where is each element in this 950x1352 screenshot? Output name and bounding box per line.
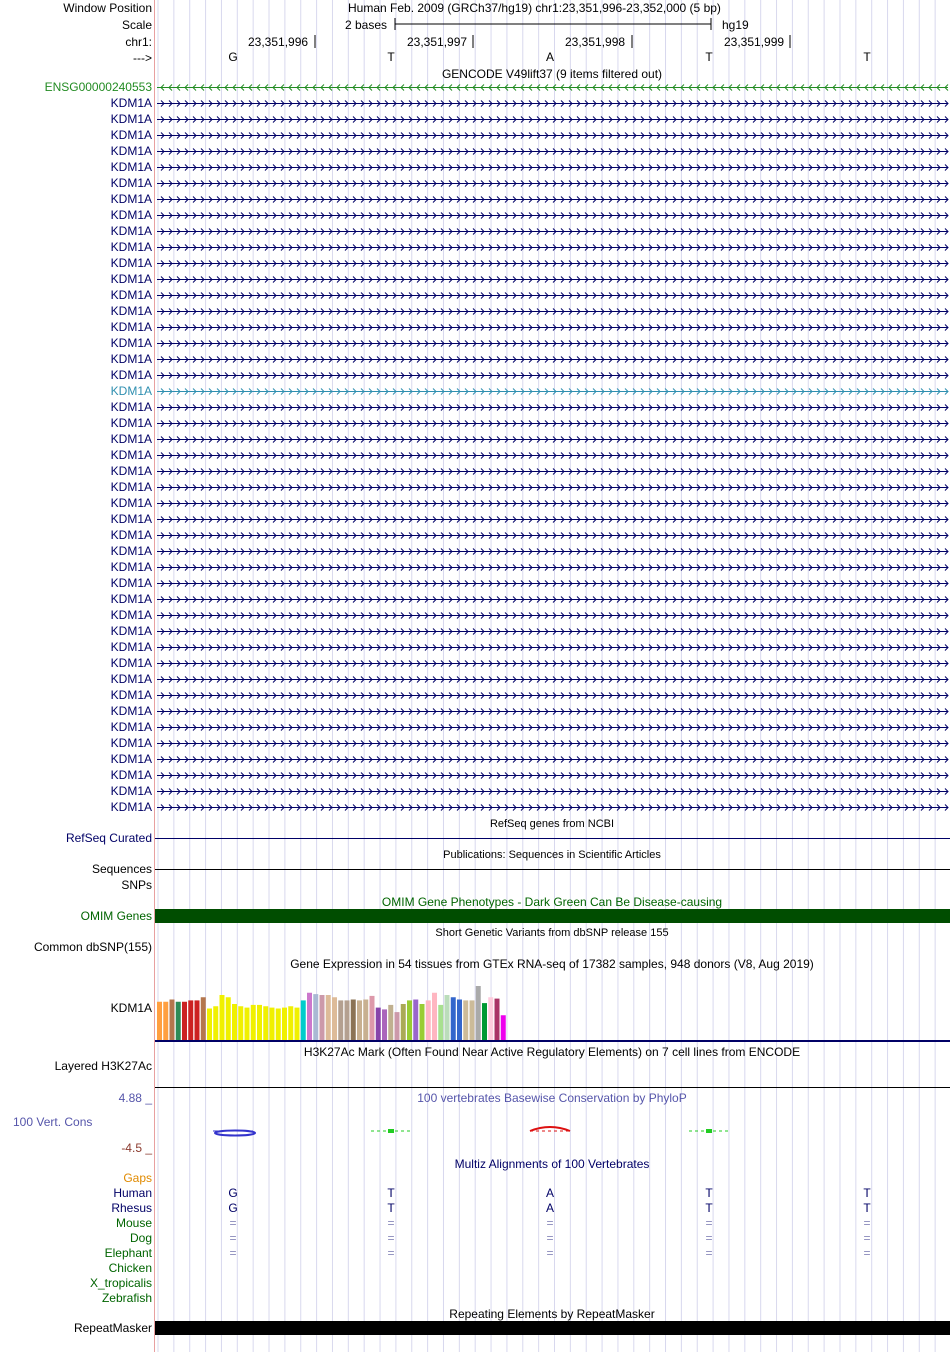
gtex-tissue-bar[interactable]	[226, 997, 231, 1040]
gtex-tissue-bar[interactable]	[470, 1000, 475, 1040]
gene-feature-intron[interactable]	[155, 128, 950, 142]
gene-feature-intron[interactable]	[155, 560, 950, 574]
gene-label-kdm1a[interactable]: KDM1A	[110, 320, 152, 334]
gene-feature-intron[interactable]	[155, 368, 950, 382]
multiz-base: T	[705, 1201, 713, 1215]
multiz-base: =	[546, 1231, 554, 1245]
gene-label-kdm1a[interactable]: KDM1A	[110, 736, 152, 750]
refseq-track-label[interactable]: RefSeq Curated	[65, 831, 152, 845]
gtex-tissue-bar[interactable]	[307, 993, 312, 1040]
multiz-base: =	[387, 1216, 395, 1230]
gene-label-ensg[interactable]: ENSG00000240553	[44, 80, 152, 94]
multiz-species-label[interactable]: Mouse	[115, 1216, 152, 1230]
gene-label-kdm1a[interactable]: KDM1A	[110, 800, 152, 814]
multiz-base: T	[387, 1186, 395, 1200]
gene-feature-intron[interactable]	[155, 96, 950, 110]
gtex-tissue-bar[interactable]	[413, 1000, 418, 1041]
strand-toggle[interactable]: --->	[133, 51, 152, 65]
gene-feature-intron[interactable]	[155, 416, 950, 430]
multiz-species-label[interactable]: Dog	[129, 1231, 152, 1245]
phylop-score-mark[interactable]	[530, 1127, 570, 1131]
gtex-tissue-bar[interactable]	[232, 1004, 237, 1040]
gene-label-kdm1a[interactable]: KDM1A	[110, 496, 152, 510]
multiz-base: =	[863, 1246, 871, 1260]
base-letter: T	[705, 50, 713, 64]
assembly-position-title: Human Feb. 2009 (GRCh37/hg19) chr1:23,351,996-23,352,000 (5 bp)	[348, 1, 721, 15]
pubs-track-label[interactable]: Sequences	[91, 862, 152, 876]
scale-bar	[390, 16, 720, 32]
gene-label-kdm1a[interactable]: KDM1A	[110, 464, 152, 478]
gtex-tissue-bar[interactable]	[320, 995, 325, 1040]
gene-label-kdm1a[interactable]: KDM1A	[110, 304, 152, 318]
gtex-tissue-bar[interactable]	[288, 1006, 293, 1040]
gtex-tissue-bar[interactable]	[376, 1008, 381, 1040]
gtex-tissue-bar[interactable]	[332, 997, 337, 1040]
multiz-base: G	[228, 1201, 238, 1215]
gtex-tissue-bar[interactable]	[276, 1009, 281, 1041]
repeatmasker-feature-bar[interactable]	[155, 1321, 950, 1335]
multiz-base: =	[387, 1246, 395, 1260]
gene-feature-intron[interactable]	[155, 496, 950, 510]
gtex-tissue-bar[interactable]	[395, 1012, 400, 1040]
scale-text: 2 bases	[345, 18, 388, 32]
gtex-tissue-bar[interactable]	[357, 1000, 362, 1040]
gtex-tissue-bar[interactable]	[301, 1000, 306, 1040]
h3k27ac-track-title: H3K27Ac Mark (Often Found Near Active Regulatory Elements) on 7 cell lines from ENCODE	[303, 1045, 801, 1059]
gene-label-kdm1a[interactable]: KDM1A	[110, 752, 152, 766]
multiz-base: =	[229, 1231, 237, 1245]
gene-label-kdm1a[interactable]: KDM1A	[110, 544, 152, 558]
gtex-tissue-bar[interactable]	[476, 986, 481, 1040]
multiz-base: =	[546, 1216, 554, 1230]
dbsnp-track-label[interactable]: Common dbSNP(155)	[33, 940, 152, 954]
multiz-species-label[interactable]: Zebrafish	[101, 1291, 152, 1305]
gene-feature-intron[interactable]	[155, 400, 950, 414]
gene-feature-intron[interactable]	[155, 144, 950, 158]
gtex-tissue-bar[interactable]	[170, 1000, 175, 1041]
gtex-track-baseline	[155, 1040, 950, 1042]
pubs-track-line	[155, 869, 950, 870]
gtex-tissue-bar[interactable]	[445, 995, 450, 1040]
gene-label-kdm1a[interactable]: KDM1A	[110, 704, 152, 718]
gene-label-kdm1a[interactable]: KDM1A	[110, 256, 152, 270]
gtex-tissue-bar[interactable]	[195, 1000, 200, 1040]
multiz-base: =	[705, 1246, 713, 1260]
gene-label-kdm1a[interactable]: KDM1A	[110, 480, 152, 494]
gtex-tissue-bar[interactable]	[351, 1000, 356, 1041]
omim-track-title: OMIM Gene Phenotypes - Dark Green Can Be Disease-causing	[381, 895, 723, 909]
gtex-tissue-bar[interactable]	[388, 1005, 393, 1040]
multiz-species-label[interactable]: Human	[113, 1186, 152, 1200]
gene-feature-intron[interactable]	[155, 480, 950, 494]
base-letter: T	[863, 50, 871, 64]
gene-label-kdm1a[interactable]: KDM1A	[110, 592, 152, 606]
gene-label-kdm1a[interactable]: KDM1A	[110, 416, 152, 430]
gtex-tissue-bar[interactable]	[251, 1005, 256, 1040]
multiz-base: A	[545, 1186, 555, 1200]
refseq-track-line	[155, 838, 950, 839]
gene-label-kdm1a[interactable]: KDM1A	[110, 624, 152, 638]
gtex-tissue-bar[interactable]	[213, 1006, 218, 1040]
gtex-tissue-bar[interactable]	[338, 1000, 343, 1040]
multiz-base: =	[705, 1231, 713, 1245]
gene-feature-intron[interactable]	[155, 592, 950, 606]
gtex-tissue-bar[interactable]	[501, 1015, 506, 1040]
multiz-base: T	[863, 1186, 871, 1200]
gene-label-kdm1a[interactable]: KDM1A	[110, 720, 152, 734]
phylop-conservation-plot[interactable]	[155, 1120, 950, 1142]
gtex-tissue-bar[interactable]	[188, 1000, 193, 1040]
gene-label-kdm1a[interactable]: KDM1A	[110, 688, 152, 702]
gtex-tissue-bar[interactable]	[370, 996, 375, 1040]
gene-feature-intron[interactable]	[155, 752, 950, 766]
gene-label-kdm1a[interactable]: KDM1A	[110, 288, 152, 302]
multiz-species-label[interactable]: X_tropicalis	[89, 1276, 152, 1290]
gtex-track-label[interactable]: KDM1A	[110, 1001, 152, 1015]
multiz-base: =	[387, 1231, 395, 1245]
db-text: hg19	[722, 18, 749, 32]
gtex-tissue-bar[interactable]	[457, 1000, 462, 1041]
gene-label-kdm1a[interactable]: KDM1A	[110, 512, 152, 526]
multiz-species-label[interactable]: Elephant	[104, 1246, 152, 1260]
gaps-label[interactable]: Gaps	[123, 1171, 152, 1185]
phylop-track-title: 100 vertebrates Basewise Conservation by PhyloP	[417, 1091, 687, 1105]
multiz-species-label[interactable]: Chicken	[108, 1261, 152, 1275]
gene-feature-intron[interactable]	[155, 176, 950, 190]
gene-feature-intron[interactable]	[155, 224, 950, 238]
multiz-base: =	[546, 1246, 554, 1260]
phylop-min-value: -4.5 _	[121, 1141, 152, 1155]
gtex-tissue-bar[interactable]	[238, 1006, 243, 1040]
gene-feature-intron[interactable]	[155, 672, 950, 686]
gene-label-kdm1a[interactable]: KDM1A	[110, 128, 152, 142]
gene-feature-intron[interactable]	[155, 528, 950, 542]
window-position-label: Window Position	[63, 1, 152, 15]
scale-label: Scale	[121, 18, 152, 32]
gene-feature-intron[interactable]	[155, 464, 950, 478]
gene-label-kdm1a[interactable]: KDM1A	[110, 336, 152, 350]
coord-tick: 23,351,996	[248, 35, 309, 49]
gtex-tissue-bar[interactable]	[182, 1002, 187, 1040]
gtex-tissue-bar[interactable]	[220, 995, 225, 1040]
gene-feature-intron[interactable]	[155, 384, 950, 398]
multiz-base: =	[229, 1216, 237, 1230]
gene-label-kdm1a[interactable]: KDM1A	[110, 656, 152, 670]
gtex-tissue-bar[interactable]	[401, 1004, 406, 1040]
refseq-track-title: RefSeq genes from NCBI	[489, 818, 615, 830]
multiz-species-label[interactable]: Rhesus	[111, 1201, 152, 1215]
gene-label-kdm1a[interactable]: KDM1A	[110, 784, 152, 798]
gene-label-kdm1a[interactable]: KDM1A	[110, 384, 152, 398]
gene-label-kdm1a[interactable]: KDM1A	[110, 224, 152, 238]
gene-feature-intron[interactable]	[155, 192, 950, 206]
gtex-tissue-bar[interactable]	[157, 1002, 162, 1040]
gene-label-kdm1a[interactable]: KDM1A	[110, 352, 152, 366]
gene-label-kdm1a[interactable]: KDM1A	[110, 448, 152, 462]
h3k27ac-track-line	[155, 1087, 950, 1088]
multiz-species-rows	[0, 1186, 950, 1306]
multiz-base: =	[863, 1216, 871, 1230]
gtex-tissue-bar[interactable]	[432, 993, 437, 1040]
multiz-base: T	[705, 1186, 713, 1200]
gtex-tissue-bar[interactable]	[438, 1005, 443, 1040]
gene-label-kdm1a[interactable]: KDM1A	[110, 672, 152, 686]
gtex-tissue-bar[interactable]	[163, 1002, 168, 1040]
gene-feature-intron[interactable]	[155, 352, 950, 366]
gene-feature-intron[interactable]	[155, 544, 950, 558]
gene-feature-intron[interactable]	[155, 784, 950, 798]
gene-feature-intron[interactable]	[155, 432, 950, 446]
gene-feature-intron[interactable]	[155, 640, 950, 654]
gtex-track-title: Gene Expression in 54 tissues from GTEx RNA-seq of 17382 samples, 948 donors (V8, Aug 2019)	[290, 957, 814, 971]
phylop-track-label[interactable]: 100 Vert. Cons	[13, 1115, 93, 1129]
gtex-tissue-bar[interactable]	[345, 1000, 350, 1040]
gtex-tissue-bar[interactable]	[270, 1008, 275, 1040]
phylop-max-value: 4.88 _	[118, 1091, 152, 1105]
gtex-tissue-bar[interactable]	[426, 1000, 431, 1040]
gtex-tissue-bar[interactable]	[245, 1008, 250, 1040]
coord-tick-marks	[155, 33, 950, 49]
coord-tick: 23,351,999	[724, 35, 785, 49]
gtex-tissue-bar[interactable]	[295, 1008, 300, 1040]
gene-feature-intron[interactable]	[155, 320, 950, 334]
gtex-tissue-bar[interactable]	[282, 1008, 287, 1040]
gene-feature-intron[interactable]	[155, 608, 950, 622]
dbsnp-track-title: Short Genetic Variants from dbSNP release 155	[435, 927, 669, 939]
multiz-base: =	[863, 1231, 871, 1245]
gene-label-kdm1a[interactable]: KDM1A	[110, 144, 152, 158]
rmsk-track-label[interactable]: RepeatMasker	[73, 1321, 152, 1335]
multiz-base: A	[545, 1201, 555, 1215]
gtex-tissue-bar[interactable]	[407, 1000, 412, 1040]
gtex-tissue-bar[interactable]	[482, 1003, 487, 1040]
gtex-tissue-bar[interactable]	[463, 1000, 468, 1040]
gene-label-kdm1a[interactable]: KDM1A	[110, 176, 152, 190]
gencode-track-title: GENCODE V49lift37 (9 items filtered out)	[441, 67, 663, 81]
gene-feature-intron[interactable]	[155, 448, 950, 462]
base-letter: T	[387, 50, 395, 64]
gene-label-kdm1a[interactable]: KDM1A	[110, 96, 152, 110]
pubs-track-title: Publications: Sequences in Scientific Articles	[443, 849, 661, 861]
gene-label-kdm1a[interactable]: KDM1A	[110, 272, 152, 286]
multiz-base: T	[387, 1201, 395, 1215]
gtex-tissue-bar[interactable]	[382, 1009, 387, 1040]
gtex-tissue-bar[interactable]	[176, 1002, 181, 1040]
phylop-score-mark[interactable]	[213, 1131, 255, 1136]
gene-feature-intron[interactable]	[155, 656, 950, 670]
gtex-tissue-bar[interactable]	[263, 1006, 268, 1040]
gene-feature-intron[interactable]	[155, 512, 950, 526]
gene-feature-intron[interactable]	[155, 272, 950, 286]
gene-label-kdm1a[interactable]: KDM1A	[110, 576, 152, 590]
gtex-tissue-bar[interactable]	[326, 995, 331, 1040]
gene-feature-intron[interactable]	[155, 112, 950, 126]
omim-track-label[interactable]: OMIM Genes	[80, 909, 152, 923]
gene-label-kdm1a[interactable]: KDM1A	[110, 112, 152, 126]
gene-feature-intron[interactable]	[155, 576, 950, 590]
gene-label-kdm1a[interactable]: KDM1A	[110, 160, 152, 174]
gene-label-kdm1a[interactable]: KDM1A	[110, 768, 152, 782]
multiz-base: =	[229, 1246, 237, 1260]
gene-feature-intron[interactable]	[155, 160, 950, 174]
gtex-tissue-bar[interactable]	[257, 1005, 262, 1040]
multiz-base: G	[228, 1186, 238, 1200]
gene-label-kdm1a[interactable]: KDM1A	[110, 240, 152, 254]
gene-feature-intron[interactable]	[155, 304, 950, 318]
gene-feature-intron[interactable]	[155, 208, 950, 222]
gtex-tissue-bar[interactable]	[313, 994, 318, 1040]
gene-feature-intron[interactable]	[155, 288, 950, 302]
gtex-tissue-bar[interactable]	[420, 1004, 425, 1040]
gene-label-kdm1a[interactable]: KDM1A	[110, 368, 152, 382]
gene-feature-intron[interactable]	[155, 704, 950, 718]
gene-feature-intron[interactable]	[155, 720, 950, 734]
gene-label-kdm1a[interactable]: KDM1A	[110, 528, 152, 542]
coord-tick: 23,351,998	[565, 35, 626, 49]
gene-feature-intron[interactable]	[155, 688, 950, 702]
gtex-tissue-bar[interactable]	[207, 1009, 212, 1041]
gene-label-kdm1a[interactable]: KDM1A	[110, 608, 152, 622]
gtex-tissue-bar[interactable]	[488, 997, 493, 1040]
base-letter: A	[545, 50, 555, 64]
omim-feature-bar[interactable]	[155, 909, 950, 923]
gencode-gene-rows	[0, 80, 950, 820]
gene-feature-intron[interactable]	[155, 800, 950, 814]
gtex-tissue-bar[interactable]	[451, 997, 456, 1040]
coord-tick: 23,351,997	[407, 35, 468, 49]
gene-label-kdm1a[interactable]: KDM1A	[110, 208, 152, 222]
gene-feature-intron[interactable]	[155, 336, 950, 350]
gtex-expression-bars[interactable]	[155, 984, 535, 1040]
multiz-base: =	[705, 1216, 713, 1230]
gene-feature-intron[interactable]	[155, 768, 950, 782]
gene-label-kdm1a[interactable]: KDM1A	[110, 640, 152, 654]
rmsk-track-title: Repeating Elements by RepeatMasker	[449, 1307, 655, 1321]
gene-feature-intron[interactable]	[155, 240, 950, 254]
phylop-score-mark[interactable]	[689, 1129, 729, 1133]
phylop-score-mark[interactable]	[371, 1129, 411, 1133]
base-letter: G	[228, 50, 238, 64]
gene-label-kdm1a[interactable]: KDM1A	[110, 560, 152, 574]
gene-label-kdm1a[interactable]: KDM1A	[110, 400, 152, 414]
chrom-label: chr1:	[125, 35, 152, 49]
gtex-tissue-bar[interactable]	[363, 1000, 368, 1041]
multiz-base: T	[863, 1201, 871, 1215]
gtex-tissue-bar[interactable]	[201, 997, 206, 1040]
gene-feature-intron[interactable]	[155, 624, 950, 638]
h3k27ac-track-label[interactable]: Layered H3K27Ac	[54, 1059, 152, 1073]
gene-feature-intron[interactable]	[155, 256, 950, 270]
gtex-tissue-bar[interactable]	[495, 999, 500, 1040]
gene-label-kdm1a[interactable]: KDM1A	[110, 432, 152, 446]
gene-feature-intron[interactable]	[155, 80, 950, 94]
gene-label-kdm1a[interactable]: KDM1A	[110, 192, 152, 206]
snps-track-label[interactable]: SNPs	[121, 878, 152, 892]
multiz-track-title: Multiz Alignments of 100 Vertebrates	[454, 1157, 650, 1171]
gene-feature-intron[interactable]	[155, 736, 950, 750]
